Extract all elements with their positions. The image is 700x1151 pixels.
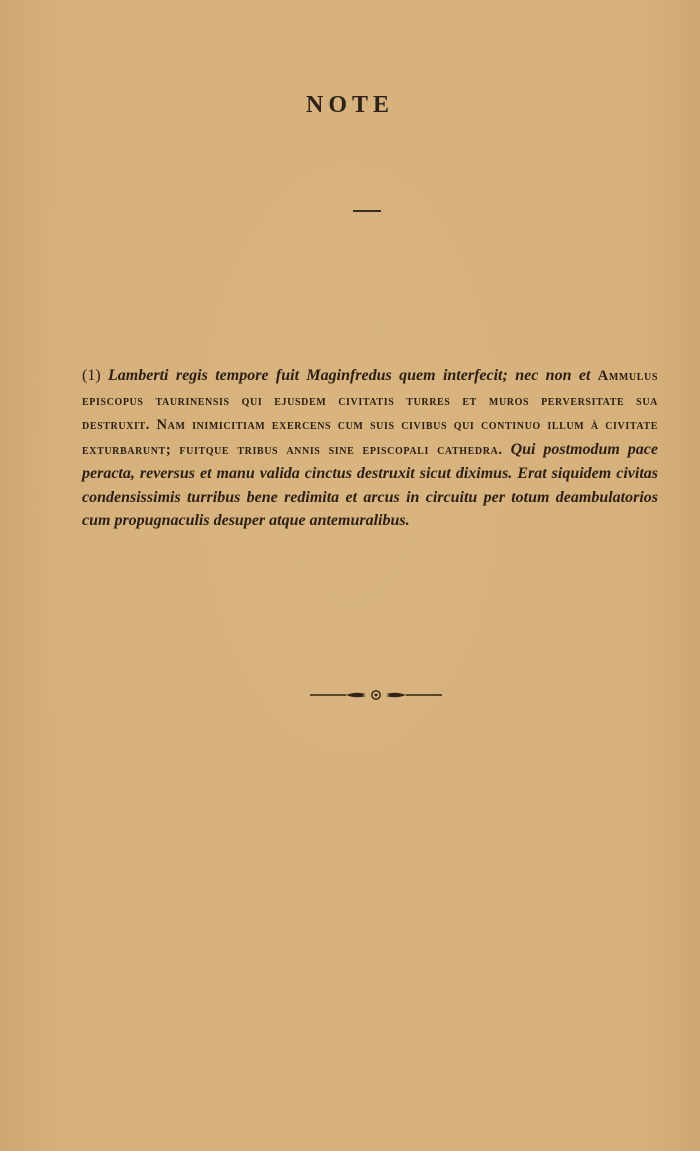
footnote-paragraph (82, 364, 658, 533)
note-italic-text-2: Qui postmodum pace peracta, reversus et manu valida cinctus destruxit sicut diximus. Erat siquidem civitas condensissimis turribus bene redimita et arcus in circuitu per totum deambulatorios cum propugnaculis desuper atque antemuralibus. (82, 440, 659, 529)
footnote-marker: (1) (82, 367, 101, 384)
page-title: NOTE (305, 92, 394, 118)
note-italic-text-1: Lamberti regis tempore fuit Maginfredus quem interfecit; nec non et (108, 367, 591, 384)
title-divider (353, 210, 381, 212)
note-smallcaps-text: Ammulus episcopus taurinensis qui ejusdem civitatis turres et muros perversitate sua destruxit. Nam inimicitiam exercens cum suis civibus qui continuo illum à civitate exturbarunt; fuitque tribus annis sine episcopali cathedra. (82, 368, 658, 458)
end-ornament-icon (310, 688, 442, 702)
